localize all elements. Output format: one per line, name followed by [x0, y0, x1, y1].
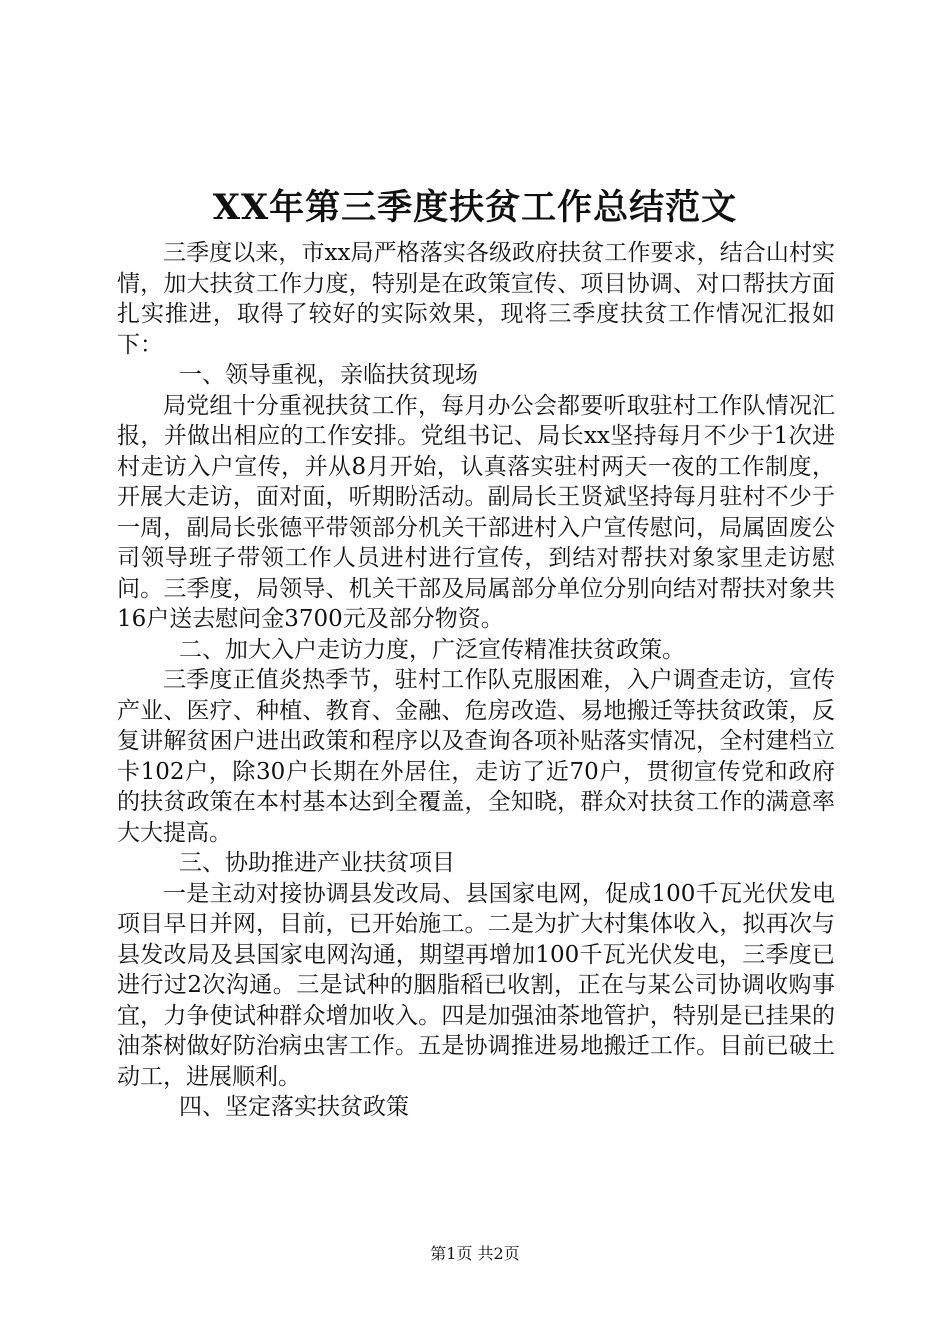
section-heading-2: 二、加大入户走访力度，广泛宣传精准扶贫政策。: [179, 636, 685, 663]
section-3-paragraph: 一是主动对接协调县发改局、县国家电网，促成100千瓦光伏发电项目早日并网，目前，已开始施工。二是为扩大村集体收入，拟再次与县发改局及县国家电网沟通，期望再增加100千瓦光伏发电，三季度已进行过2次沟通。三是试种的胭脂稻已收割，正在与某公司协调收购事宜，力争使试种群众增加收入。四是加强油茶地管护，特别是已挂果的油茶树做好防治病虫害工作。五是协调推进易地搬迁工作。目前已破土动工，进展顺利。: [117, 880, 835, 1090]
section-heading-4: 四、坚定落实扶贫政策: [179, 1094, 409, 1120]
section-heading-1: 一、领导重视，亲临扶贫现场: [179, 362, 478, 388]
document-body: [117, 238, 835, 1123]
section-1-paragraph: 局党组十分重视扶贫工作，每月办公会都要听取驻村工作队情况汇报，并做出相应的工作安排。党组书记、局长xx坚持每月不少于1次进村走访入户宣传，并从8月开始，认真落实驻村两天一夜的工作制度，开展大走访，面对面，听期盼活动。副局长王贤斌坚持每月驻村不少于一周，副局长张德平带领部分机关干部进村入户宣传慰问，局属固废公司领导班子带领工作人员进村进行宣传，到结对帮扶对象家里走访慰问。三季度，局领导、机关干部及局属部分单位分别向结对帮扶对象共16户送去慰问金3700元及部分物资。: [117, 392, 835, 632]
page-footer: 第1页 共2页: [430, 1244, 520, 1263]
section-2-paragraph: 三季度正值炎热季节，驻村工作队克服困难，入户调查走访，宣传产业、医疗、种植、教育、金融、危房改造、易地搬迁等扶贫政策，反复讲解贫困户进出政策和程序以及查询各项补贴落实情况，全村建档立卡102户，除30户长期在外居住，走访了近70户，贯彻宣传党和政府的扶贫政策在本村基本达到全覆盖，全知晓，群众对扶贫工作的满意率大大提高。: [117, 667, 835, 846]
document-title: XX年第三季度扶贫工作总结范文: [212, 187, 738, 228]
intro-paragraph: 三季度以来，市xx局严格落实各级政府扶贫工作要求，结合山村实情，加大扶贫工作力度，特别是在政策宣传、项目协调、对口帮扶方面扎实推进，取得了较好的实际效果，现将三季度扶贫工作情况汇报如下：: [117, 240, 835, 358]
section-heading-3: 三、协助推进产业扶贫项目: [179, 850, 455, 876]
